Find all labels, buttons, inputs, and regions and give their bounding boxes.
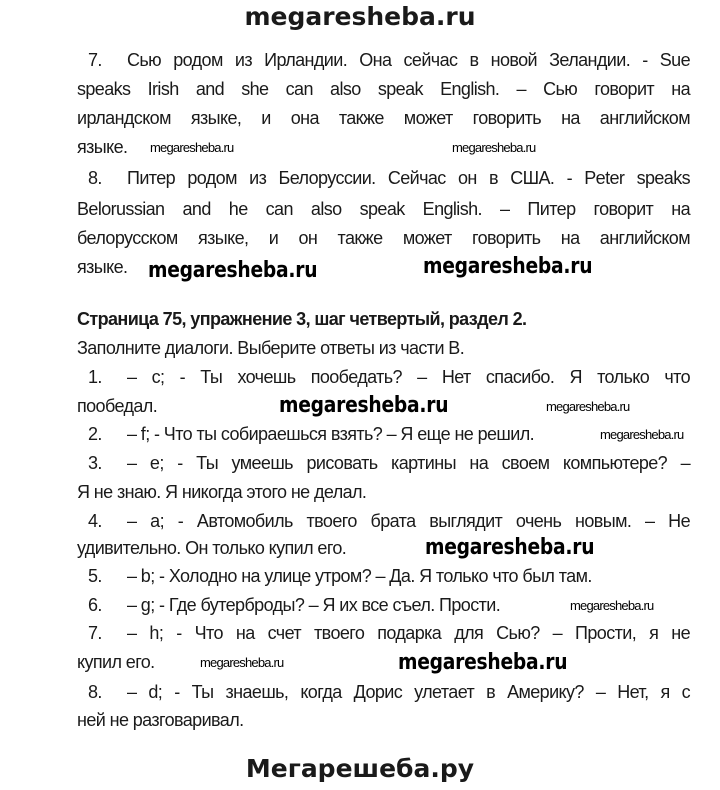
line-text: – b; - Холодно на улице утром? – Да. Я только что был там. [127,566,592,586]
dialog-4-line-1 [77,510,690,532]
dialog-1-line-1 [77,366,690,388]
line-text: – d; - Ты знаешь, когда Дорис улетает в Америку? – Нет, я с [127,682,690,702]
dialog-4-line-2: удивительно. Он только купил его. [77,538,347,558]
watermark: megaresheba.ru [200,655,284,670]
item-number: 2. [88,424,102,444]
watermark: megaresheba.ru [570,598,654,613]
item-number: 6. [88,595,102,615]
watermark: megaresheba.ru [452,140,536,155]
item-number: 8. [88,168,102,188]
line-text: – a; - Автомобиль твоего брата выглядит очень новым. – Не [127,511,690,531]
dialog-1-line-2: пообедал. [77,396,158,416]
line-text: – e; - Ты умеешь рисовать картины на своем компьютере? – [127,453,690,473]
section-title: Страница 75, упражнение 3, шаг четвертый, раздел 2. [77,309,527,329]
item-number: 3. [88,453,102,473]
watermark: megaresheba.ru [546,399,630,414]
watermark: megaresheba.ru [600,427,684,442]
instruction: Заполните диалоги. Выберите ответы из части B. [77,338,465,358]
watermark: megaresheba.ru [148,258,318,283]
item-7-line-4: языке. [77,137,128,157]
item-7-line-3: ирландском языке, и она также может говорить на английском [77,108,690,128]
watermark: megaresheba.ru [279,393,449,418]
item-number: 8. [88,682,102,702]
watermark: megaresheba.ru [398,650,568,675]
item-number: 7. [88,623,102,643]
dialog-3-line-2: Я не знаю. Я никогда этого не делал. [77,482,367,502]
watermark: megaresheba.ru [150,140,234,155]
item-8-line-3: белорусском языке, и он также может говорить на английском [77,228,690,248]
item-number: 1. [88,367,102,387]
item-8-line-4: языке. [77,257,128,277]
dialog-8-line-2: ней не разговаривал. [77,710,244,730]
item-number: 4. [88,511,102,531]
line-text: Питер родом из Белоруссии. Сейчас он в США. - Peter speaks [127,168,690,188]
dialog-3-line-1 [77,452,690,474]
dialog-2-line-1 [77,423,690,445]
site-header: megaresheba.ru [244,2,476,31]
dialog-7-line-1 [77,622,690,644]
watermark: megaresheba.ru [423,254,593,279]
item-8-line-2: Belorussian and he can also speak English. – Питер говорит на [77,199,690,219]
item-7-line-1 [77,49,690,71]
dialog-8-line-1 [77,681,690,703]
item-number: 7. [88,50,102,70]
watermark: megaresheba.ru [425,535,595,560]
line-text: Сью родом из Ирландии. Она сейчас в новой Зеландии. - Sue [127,50,690,70]
line-text: – c; - Ты хочешь пообедать? – Нет спасибо. Я только что [127,367,690,387]
item-7-line-2: speaks Irish and she can also speak English. – Сью говорит на [77,79,690,99]
item-8-line-1 [77,167,690,189]
line-text: – h; - Что на счет твоего подарка для Сью? – Прости, я не [127,623,690,643]
site-footer: Мегарешеба.ру [245,754,475,783]
dialog-7-line-2: купил его. [77,652,155,672]
line-text: – f; - Что ты собираешься взять? – Я еще не решил. [127,424,535,444]
item-number: 5. [88,566,102,586]
line-text: – g; - Где бутерброды? – Я их все съел. Прости. [127,595,501,615]
dialog-5-line-1 [77,565,690,587]
